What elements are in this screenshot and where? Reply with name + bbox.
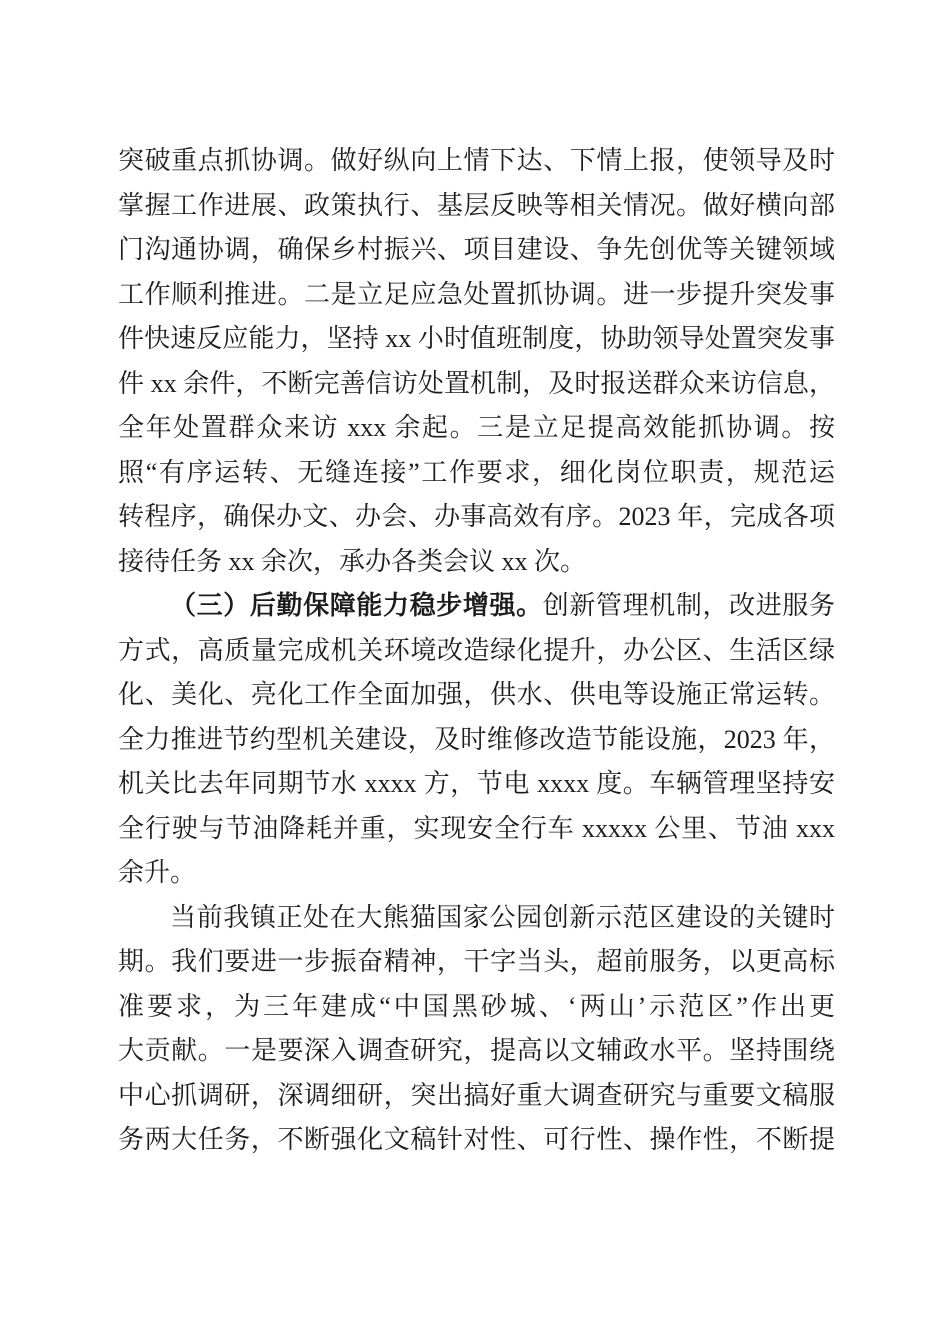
text-line: 照“有序运转、无缝连接”工作要求，细化岗位职责，规范运 — [118, 457, 835, 487]
text-line: 转程序，确保办文、办会、办事高效有序。2023 年，完成各项 — [118, 502, 835, 531]
text-line: 全行驶与节油降耗并重，实现安全行车 xxxxx 公里、节油 xxx — [118, 813, 835, 843]
text-line: 突破重点抓协调。做好纵向上情下达、下情上报，使领导及时 — [118, 146, 835, 175]
text-line: 工作顺利推进。二是立足应急处置抓协调。进一步提升突发事 — [118, 279, 835, 309]
text-line: 余升。 — [118, 858, 197, 887]
text-line: 件快速反应能力，坚持 xx 小时值班制度，协助领导处置突发事 — [118, 324, 835, 353]
text-line: 件 xx 余件，不断完善信访处置机制，及时报送群众来访信息， — [118, 368, 835, 398]
paragraph-outlook — [118, 896, 835, 1163]
text-line: 化、美化、亮化工作全面加强，供水、供电等设施正常运转。 — [118, 680, 835, 709]
text-line: 门沟通协调，确保乡村振兴、项目建设、争先创优等关键领域 — [118, 235, 835, 264]
text-line: 全年处置群众来访 xxx 余起。三是立足提高效能抓协调。按 — [118, 413, 835, 442]
text-line: 掌握工作进展、政策执行、基层反映等相关情况。做好横向部 — [118, 190, 835, 220]
paragraph-coordination — [118, 139, 835, 584]
text-line: 大贡献。一是要深入调查研究，提高以文辅政水平。坚持围绕 — [118, 1036, 835, 1065]
text-line: 务两大任务，不断强化文稿针对性、可行性、操作性，不断提 — [118, 1125, 835, 1154]
text-line: 期。我们要进一步振奋精神，干字当头，超前服务，以更高标 — [118, 947, 835, 976]
text-line: 当前我镇正处在大熊猫国家公园创新示范区建设的关键时 — [170, 902, 835, 932]
text-line: 方式，高质量完成机关环境改造绿化提升，办公区、生活区绿 — [118, 635, 835, 665]
text-line: 中心抓调研，深调细研，突出搞好重大调查研究与重要文稿服 — [118, 1080, 835, 1110]
section-heading-rest: 创新管理机制，改进服务 — [542, 591, 835, 620]
text-line — [118, 584, 835, 629]
text-line: 全力推进节约型机关建设，及时维修改造节能设施，2023 年， — [118, 724, 835, 754]
paragraph-logistics-support — [118, 584, 835, 896]
section-heading: （三）后勤保障能力稳步增强。 — [170, 591, 543, 620]
text-line: 接待任务 xx 余次，承办各类会议 xx 次。 — [118, 546, 587, 576]
text-line: 机关比去年同期节水 xxxx 方，节电 xxxx 度。车辆管理坚持安 — [118, 769, 835, 798]
text-line: 准要求，为三年建成“中国黑砂城、‘两山’示范区”作出更 — [118, 991, 835, 1021]
